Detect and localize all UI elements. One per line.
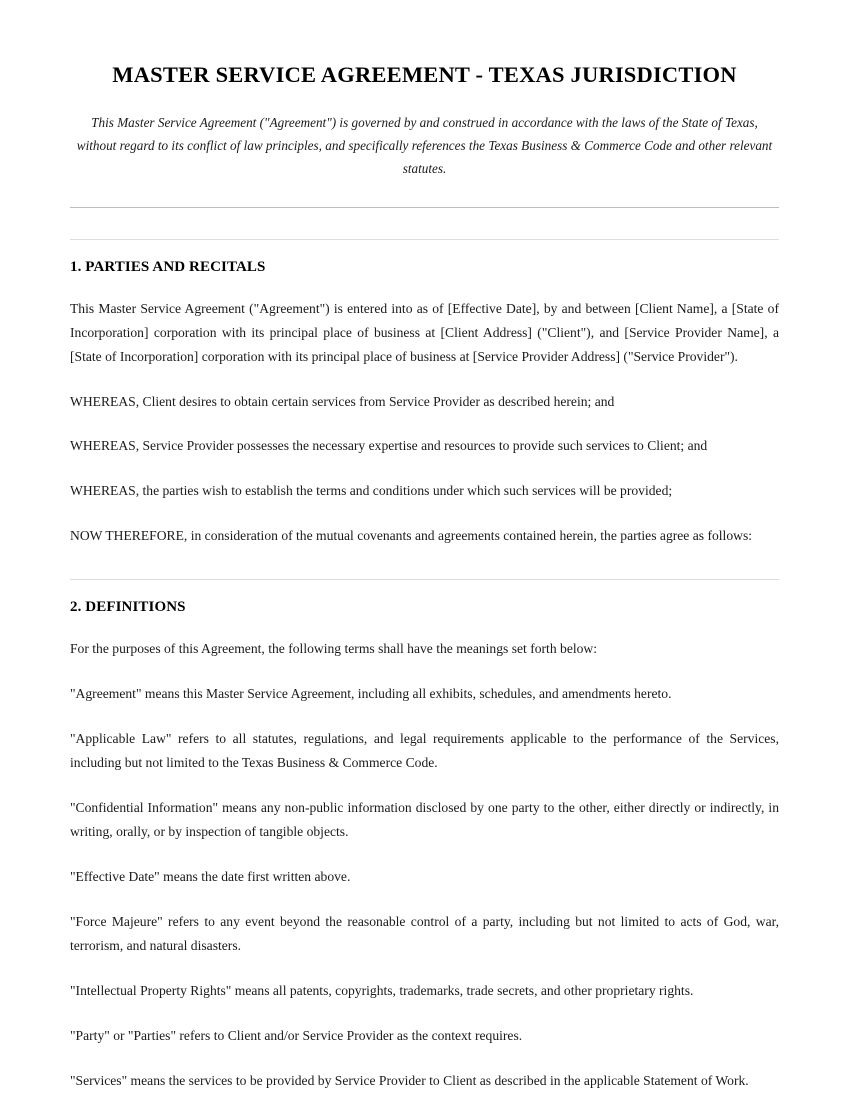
section-paragraph: "Force Majeure" refers to any event beyond the reasonable control of a party, including but not limited to acts of God, war, terrorism, and natural disasters. [70, 913, 779, 953]
section-paragraph: WHEREAS, Client desires to obtain certain services from Service Provider as described herein; and [70, 393, 615, 409]
section-paragraph: WHEREAS, the parties wish to establish the terms and conditions under which such services will be provided; [70, 483, 673, 499]
document-subtitle: This Master Service Agreement ("Agreement") is governed by and construed in accordance with the laws of the State of Texas, without regard to its conflict of law principles, and specifically references the Texas Business & Commerce Code and other relevant statutes. [76, 115, 773, 177]
section-heading: 2. DEFINITIONS [70, 599, 186, 616]
document-title: MASTER SERVICE AGREEMENT - TEXAS JURISDICTION [112, 62, 737, 87]
section-paragraph: "Agreement" means this Master Service Agreement, including all exhibits, schedules, and amendments hereto. [70, 686, 672, 702]
section-paragraph: NOW THEREFORE, in consideration of the mutual covenants and agreements contained herein, the parties agree as follows: [70, 528, 753, 544]
section-heading: 1. PARTIES AND RECITALS [70, 258, 266, 275]
section-paragraph: "Confidential Information" means any non-public information disclosed by one party to the other, either directly or indirectly, in writing, orally, or by inspection of tangible objects. [70, 800, 779, 840]
section-paragraph: "Party" or "Parties" refers to Client and/or Service Provider as the context requires. [70, 1027, 523, 1043]
section-paragraph: "Applicable Law" refers to all statutes, regulations, and legal requirements applicable to the performance of the Services, including but not limited to the Texas Business & Commerce Code. [70, 731, 779, 771]
sections-container [70, 239, 779, 1093]
section-paragraph: "Intellectual Property Rights" means all patents, copyrights, trademarks, trade secrets, and other proprietary rights. [70, 982, 694, 998]
section-paragraph: This Master Service Agreement ("Agreement") is entered into as of [Effective Date], by and between [Client Name], a [State of Incorporation] corporation with its principal place of business at [Client Address] ("Client"), and [Service Provider Name], a [State of Incorporation] corporation with its principal place of business at [Service Provider Address] ("Service Provider"). [70, 300, 779, 364]
section-paragraph: For the purposes of this Agreement, the following terms shall have the meanings set forth below: [70, 641, 598, 657]
section-paragraph: "Effective Date" means the date first written above. [70, 869, 351, 885]
header-divider [70, 207, 779, 208]
document-section [70, 239, 779, 549]
document-section [70, 579, 779, 1092]
section-paragraph: "Services" means the services to be provided by Service Provider to Client as described in the applicable Statement of Work. [70, 1072, 749, 1088]
section-paragraph: WHEREAS, Service Provider possesses the necessary expertise and resources to provide such services to Client; and [70, 438, 708, 454]
section-divider [70, 579, 779, 580]
section-divider [70, 239, 779, 240]
